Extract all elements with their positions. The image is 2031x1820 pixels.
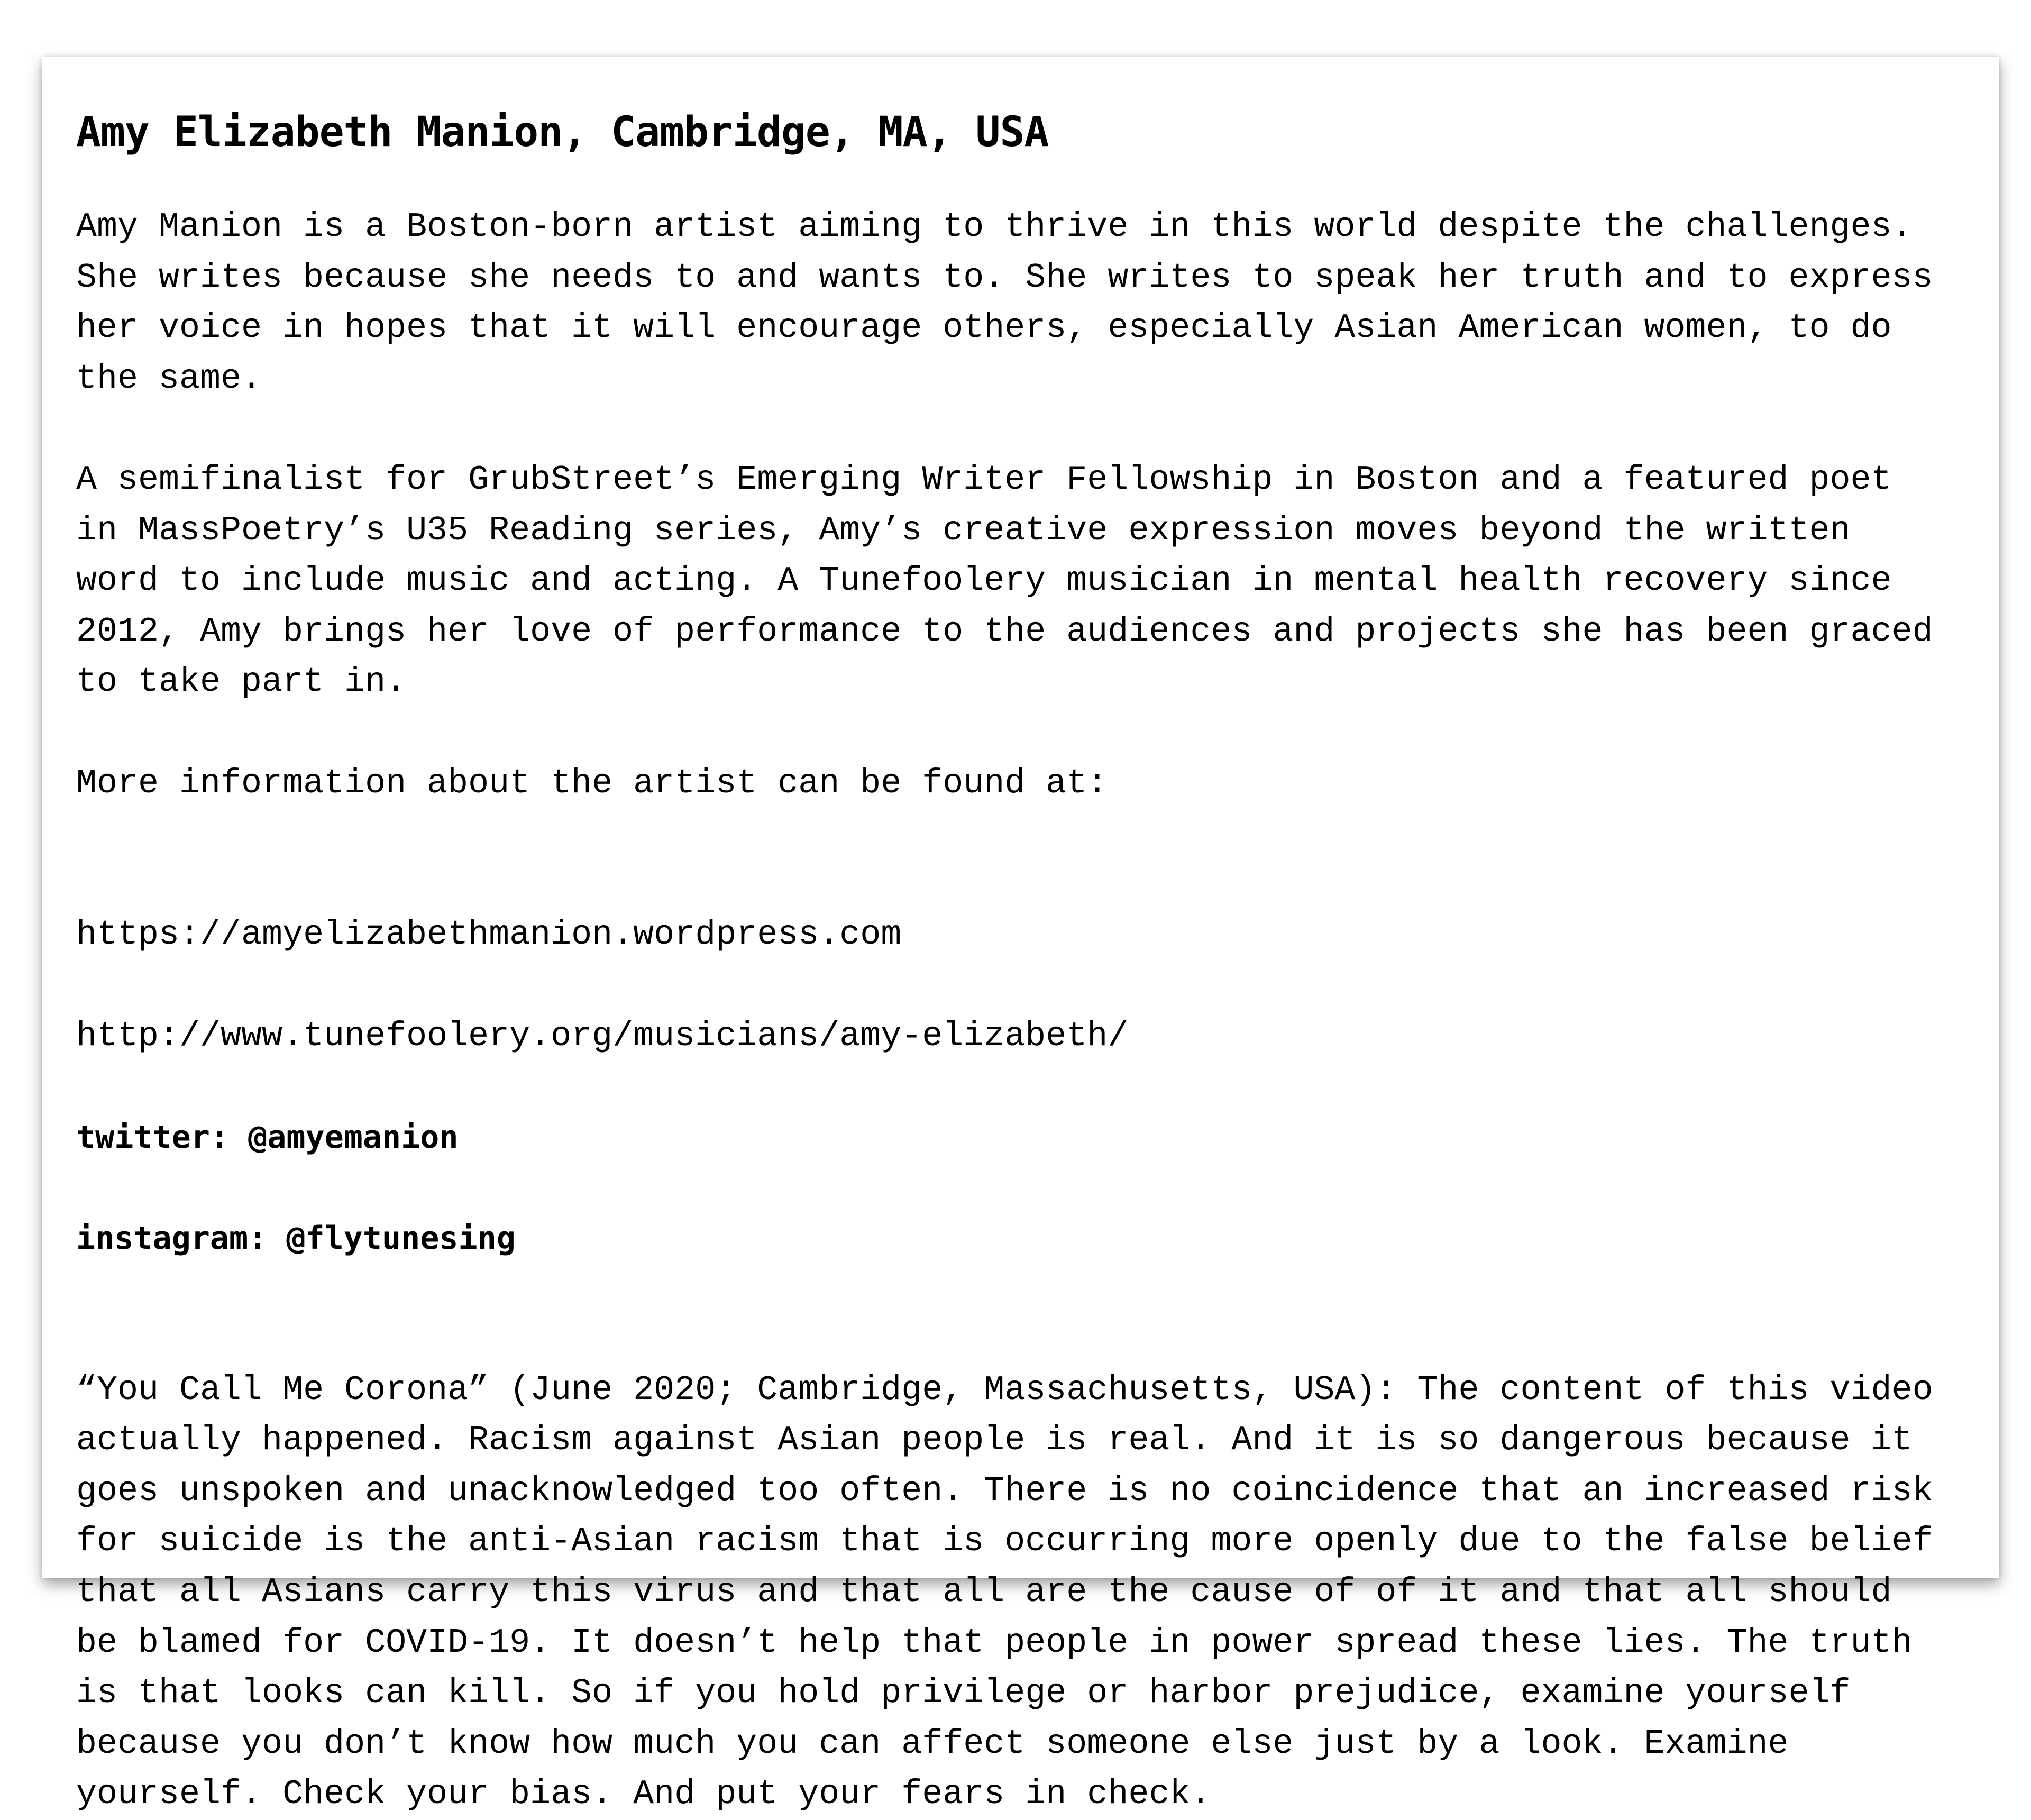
artist-title: Amy Elizabeth Manion, Cambridge, MA, USA — [76, 108, 1049, 156]
twitter-handle: twitter: @amyemanion — [76, 1118, 459, 1156]
links-block — [76, 859, 1966, 1314]
instagram-handle: instagram: @flytunesing — [76, 1219, 516, 1257]
more-info-text: More information about the artist can be found at: — [76, 763, 1108, 803]
intro-paragraph: Amy Manion is a Boston-born artist aiming to thrive in this world despite the challenges. She writes because she needs to and wants to. She writes to speak her truth and to express her voice in hopes that it will encourage others, especially Asian American women, to do the same. — [76, 207, 1933, 398]
video-statement-paragraph: “You Call Me Corona” (June 2020; Cambridge, Massachusetts, USA): The content of this video actually happened. Racism against Asian people is real. And it is so dangerous because it goes unspoken and unacknowledged too often. There is no coincidence that an increased risk for suicide is the anti-Asian racism that is occurring more openly due to the false belief that all Asians carry this virus and that all are the cause of of it and that all should be blamed for COVID-19. It doesn’t help that people in power spread these lies. The truth is that looks can kill. So if you hold privilege or harbor prejudice, examine yourself because you don’t know how much you can affect someone else just by a look. Examine yourself. Check your bias. And put your fears in check. — [76, 1370, 1933, 1814]
tunefoolery-link[interactable]: http://www.tunefoolery.org/musicians/amy-elizabeth/ — [76, 1016, 1129, 1056]
website-link[interactable]: https://amyelizabethmanion.wordpress.com — [76, 915, 902, 955]
bio-card — [42, 57, 1999, 1814]
career-paragraph: A semifinalist for GrubStreet’s Emerging Writer Fellowship in Boston and a featured poet in MassPoetry’s U35 Reading series, Amy’s creative expression moves beyond the written word to include music and acting. A Tunefoolery musician in mental health recovery since 2012, Amy brings her love of performance to the audiences and projects she has been graced to take part in. — [76, 460, 1933, 702]
